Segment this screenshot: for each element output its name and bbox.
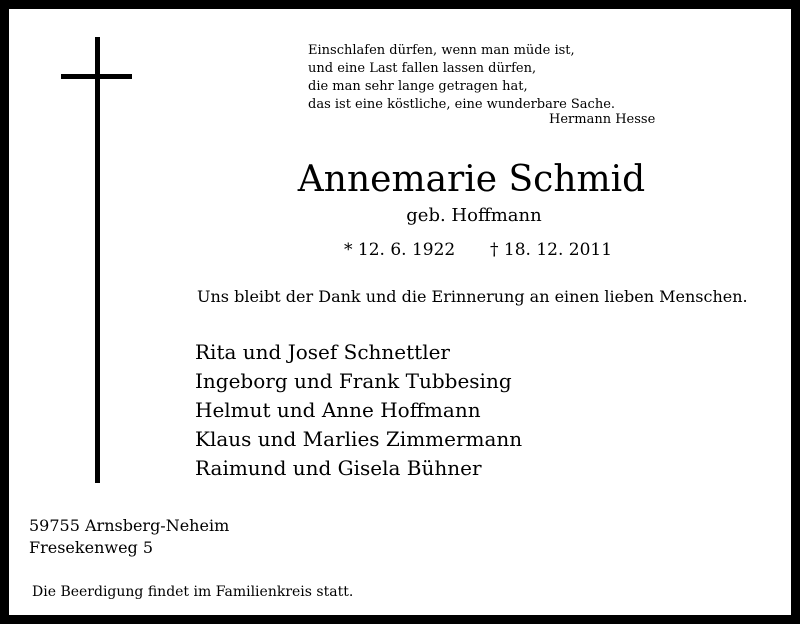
mourner-entry: Raimund und Gisela Bühner bbox=[195, 456, 482, 480]
deceased-name: Annemarie Schmid bbox=[297, 159, 646, 200]
address-city: 59755 Arnsberg-Neheim bbox=[29, 516, 230, 535]
thanks-text: Uns bleibt der Dank und die Erinnerung an einen lieben Menschen. bbox=[197, 287, 748, 306]
cross-vertical-bar bbox=[95, 37, 100, 483]
quote-line: Einschlafen dürfen, wenn man müde ist, bbox=[308, 43, 575, 58]
cross-horizontal-bar bbox=[61, 74, 132, 79]
mourner-entry: Rita und Josef Schnettler bbox=[195, 340, 450, 364]
maiden-name: geb. Hoffmann bbox=[406, 205, 542, 226]
mourner-entry: Helmut und Anne Hoffmann bbox=[195, 398, 481, 422]
address-street: Fresekenweg 5 bbox=[29, 538, 154, 557]
quote-line: und eine Last fallen lassen dürfen, bbox=[308, 61, 537, 76]
birth-date: * 12. 6. 1922 bbox=[344, 240, 456, 260]
quote-author: Hermann Hesse bbox=[549, 112, 656, 127]
quote-line: die man sehr lange getragen hat, bbox=[308, 79, 528, 94]
mourners-list bbox=[195, 338, 522, 483]
quote-poem bbox=[308, 42, 615, 114]
funeral-note: Die Beerdigung findet im Familienkreis statt. bbox=[32, 584, 354, 600]
death-date: † 18. 12. 2011 bbox=[490, 240, 613, 260]
mourner-entry: Klaus und Marlies Zimmermann bbox=[195, 427, 523, 451]
address-block bbox=[29, 515, 229, 559]
quote-line: das ist eine köstliche, eine wunderbare Sache. bbox=[308, 97, 616, 112]
mourner-entry: Ingeborg und Frank Tubbesing bbox=[195, 369, 512, 393]
